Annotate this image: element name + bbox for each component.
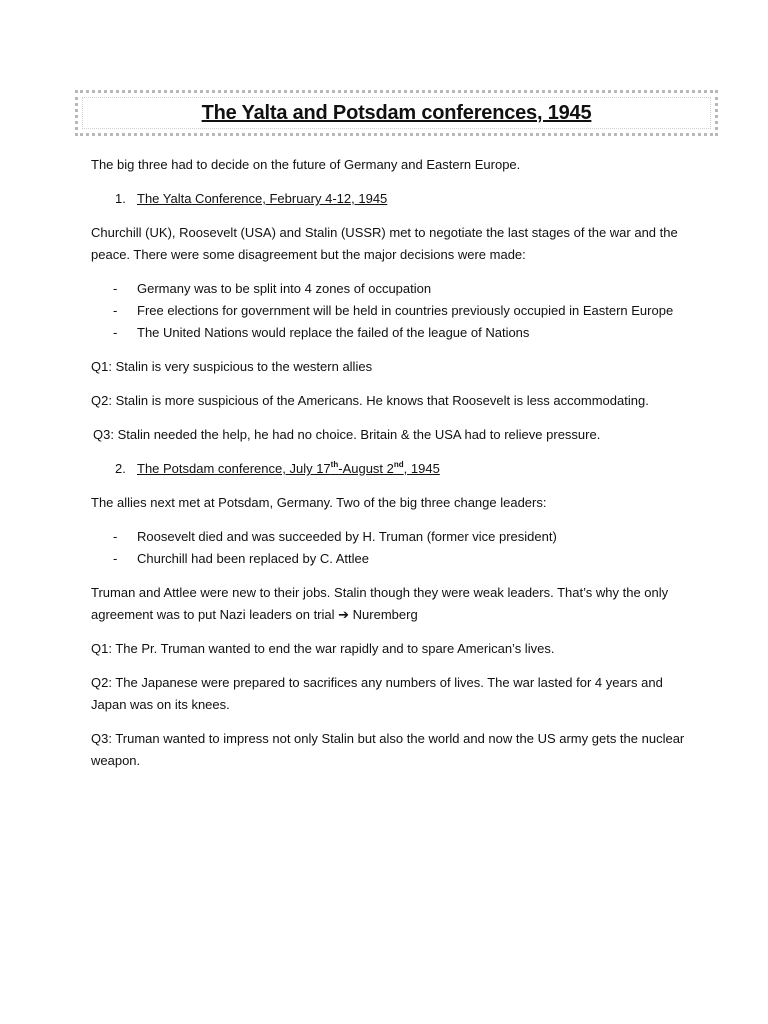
yalta-q2: Q2: Stalin is more suspicious of the Americans. He knows that Roosevelt is less accommodating. [91,393,649,408]
list-item [91,526,691,548]
section-heading-text [137,458,440,480]
right-arrow-icon: ➔ [338,607,350,622]
list-item [91,548,691,570]
list-item-text: Churchill had been replaced by C. Attlee [137,551,369,566]
section-number: 2. [115,461,126,476]
document-body [91,154,691,784]
section-number: 1. [115,191,126,206]
heading-superscript: th [330,460,339,469]
bullet-dash: - [113,551,118,566]
heading-part: , 1945 [403,461,440,476]
list-item [91,322,691,344]
yalta-decisions-list [91,278,691,344]
potsdam-agreement-paragraph [91,582,691,626]
title-box [75,90,718,136]
list-item-text: The United Nations would replace the failed of the league of Nations [137,325,530,340]
heading-part: The Potsdam conference, July 17 [137,461,331,476]
bullet-dash: - [113,281,118,296]
paragraph-text: Truman and Attlee were new to their jobs. Stalin though they were weak leaders. That’s why the only agreement was to put Nazi leaders on trial [91,585,669,622]
potsdam-q2: Q2: The Japanese were prepared to sacrifices any numbers of lives. The war lasted for 4 years and Japan was on its knees. [91,675,663,712]
intro-paragraph: The big three had to decide on the future of Germany and Eastern Europe. [91,157,521,172]
bullet-dash: - [113,303,118,318]
bullet-dash: - [113,325,118,340]
potsdam-q1: Q1: The Pr. Truman wanted to end the war rapidly and to spare American’s lives. [91,641,555,656]
list-item-text: Free elections for government will be held in countries previously occupied in Eastern Europe [137,303,674,318]
paragraph-text: Nuremberg [349,607,418,622]
section-heading-potsdam [91,458,691,480]
potsdam-leaders-list [91,526,691,570]
potsdam-q3: Q3: Truman wanted to impress not only Stalin but also the world and now the US army gets the nuclear weapon. [91,731,685,768]
section-heading-text: The Yalta Conference, February 4-12, 1945 [137,191,388,206]
list-item-text: Roosevelt died and was succeeded by H. Truman (former vice president) [137,529,557,544]
heading-part: -August 2 [338,461,394,476]
page-title: The Yalta and Potsdam conferences, 1945 [201,101,592,124]
heading-superscript: nd [393,460,404,469]
potsdam-paragraph: The allies next met at Potsdam, Germany. Two of the big three change leaders: [91,495,547,510]
bullet-dash: - [113,529,118,544]
list-item [91,278,691,300]
list-item-text: Germany was to be split into 4 zones of occupation [137,281,432,296]
yalta-q1: Q1: Stalin is very suspicious to the western allies [91,359,373,374]
yalta-paragraph: Churchill (UK), Roosevelt (USA) and Stalin (USSR) met to negotiate the last stages of the war and the peace. There were some disagreement but the major decisions were made: [91,225,678,262]
section-heading-yalta [91,188,691,210]
list-item [91,300,691,322]
yalta-q3: Q3: Stalin needed the help, he had no choice. Britain & the USA had to relieve pressure. [93,427,601,442]
